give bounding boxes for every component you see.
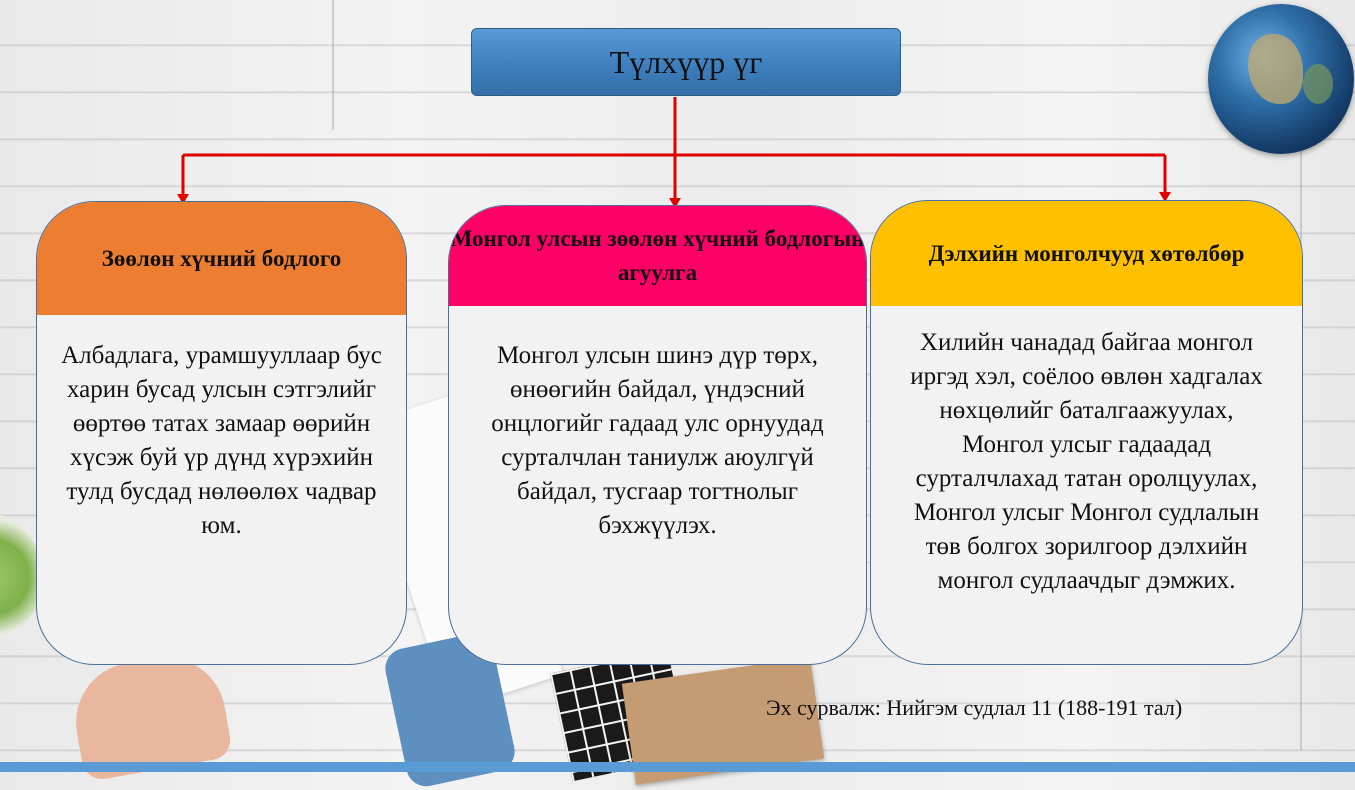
card-heading: Зөөлөн хүчний бодлого	[37, 202, 406, 315]
card-heading: Дэлхийн монголчууд хөтөлбөр	[871, 201, 1302, 306]
card-heading: Монгол улсын зөөлөн хүчний бодлогын агуулга	[449, 206, 866, 306]
source-citation: Эх сурвалж: Нийгэм судлал 11 (188-191 тал)	[766, 695, 1183, 720]
card-soft-power-policy	[36, 201, 407, 665]
card-world-mongolians-program	[870, 200, 1303, 665]
root-label: Түлхүүр үг	[609, 43, 763, 80]
card-body: Хилийн чанадад байгаа монгол иргэд хэл, соёлоо өвлөн хадгалах нөхцөлийг баталгаажуулах, Монгол улсыг гадаадад сурталчлахад татан оролцуулах, Монгол улсыг Монгол судлалын төв болгох зорилгоор дэлхийн монгол судлаачдыг дэмжих.	[910, 329, 1263, 594]
card-mongolia-soft-power-content	[448, 205, 867, 665]
bottom-accent-bar	[0, 762, 1355, 772]
root-node	[471, 28, 901, 96]
card-body: Монгол улсын шинэ дүр төрх, өнөөгийн байдал, үндэсний онцлогийг гадаад улс орнуудад сурталчлан таниулж аюулгүй байдал, тусгаар тогтнолыг бэхжүүлэх.	[491, 342, 824, 539]
card-body: Албадлага, урамшууллаар бус харин бусад улсын сэтгэлийг өөртөө татах замаар өөрийн хүсэж буй үр дүнд хүрэхийн тулд бусдад нөлөөлөх чадвар юм.	[61, 342, 382, 539]
